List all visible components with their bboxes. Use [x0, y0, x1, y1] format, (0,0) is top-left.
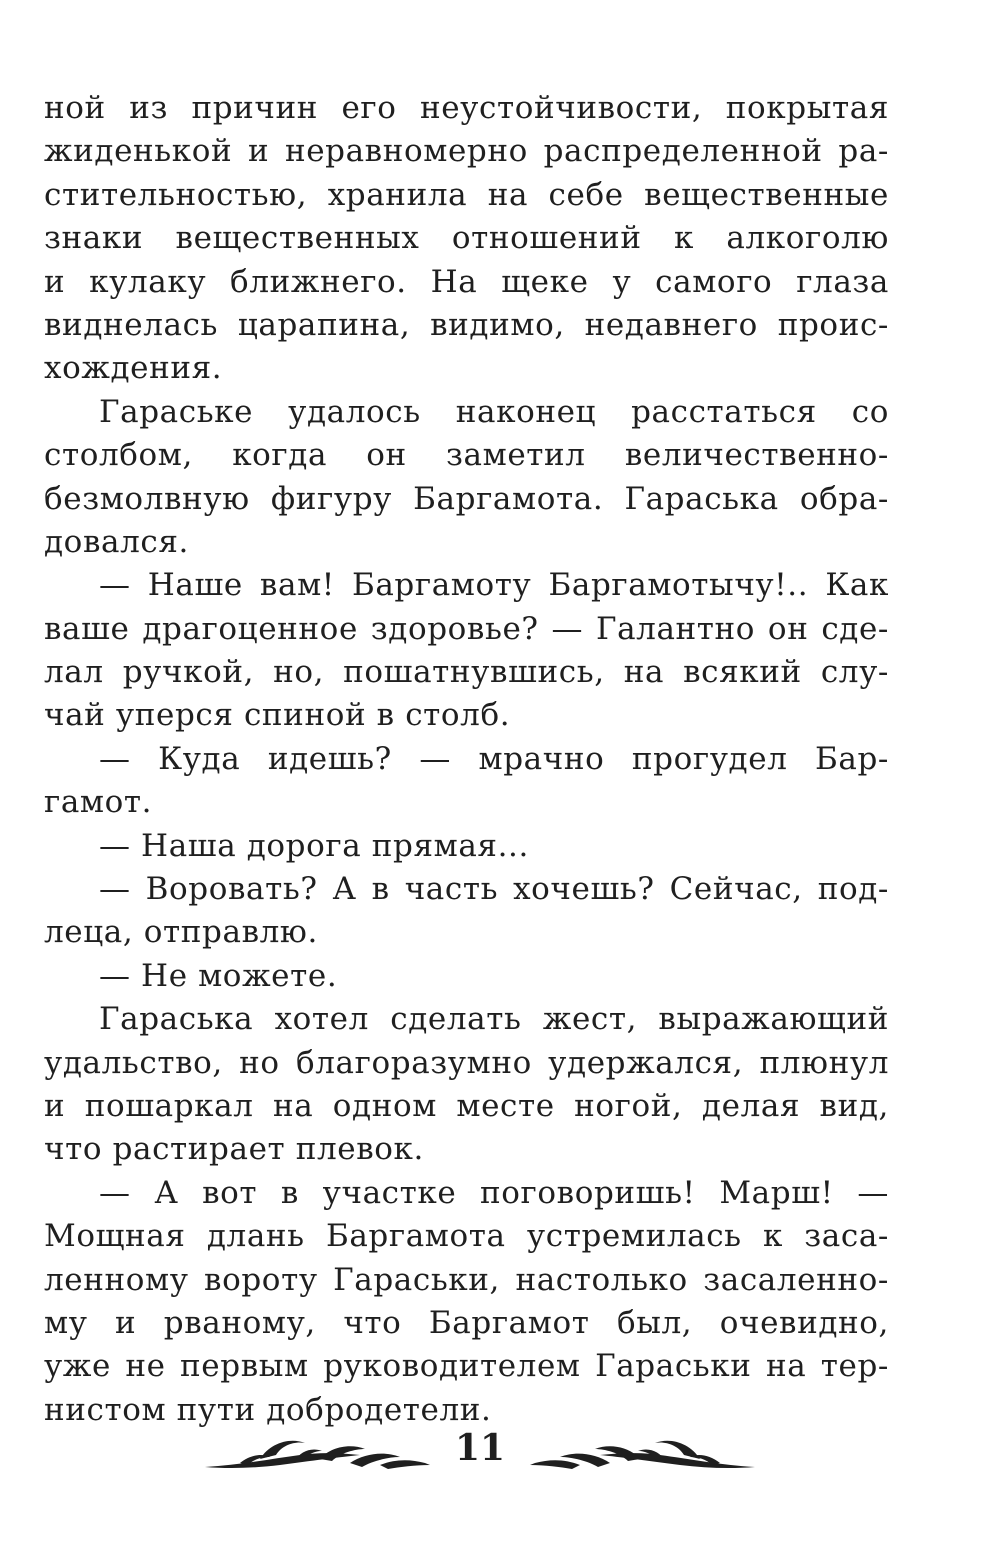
text-line: стительностью, хранила на себе вещественные	[44, 176, 889, 213]
text-line: жиденькой и неравномерно распределенной ра-	[44, 133, 889, 170]
text-line: Гараська хотел сделать жест, выражающий	[99, 1001, 889, 1038]
text-line: — Куда идешь? — мрачно прогудел Бар-	[99, 740, 889, 777]
text-line: — Наше вам! Баргамоту Баргамотычу!.. Как	[99, 567, 889, 604]
text-line: гамот.	[44, 784, 153, 821]
text-line: ной из причин его неустойчивости, покрытая	[44, 90, 889, 126]
text-line: чай уперся спиной в столб.	[44, 697, 511, 734]
text-line: уже не первым руководителем Гараськи на тер-	[44, 1348, 889, 1385]
text-line: Гараське удалось наконец расстаться со	[99, 393, 889, 430]
text-line: ленному вороту Гараськи, настолько засаленно-	[44, 1261, 889, 1298]
text-line: удальство, но благоразумно удержался, плюнул	[44, 1044, 889, 1081]
text-line: ваше драгоценное здоровье? — Галантно он сде-	[44, 610, 889, 647]
text-line: — Воровать? А в часть хочешь? Сейчас, под-	[99, 871, 889, 908]
text-line: виднелась царапина, видимо, недавнего проис-	[44, 306, 889, 343]
page-number: 11	[454, 1427, 506, 1469]
text-line: довался.	[44, 523, 189, 560]
text-line: нистом пути добродетели.	[44, 1391, 492, 1428]
text-line: что растирает плевок.	[44, 1131, 424, 1168]
text-line: знаки вещественных отношений к алкоголю	[44, 220, 889, 257]
text-line: му и рваному, что Баргамот был, очевидно,	[44, 1304, 889, 1341]
text-line: столбом, когда он заметил величественно-	[44, 437, 889, 474]
page-footer	[200, 1425, 760, 1485]
flourish-ornament-right-icon	[525, 1429, 760, 1479]
text-line: — Наша дорога прямая...	[99, 827, 529, 864]
text-line: и пошаркал на одном месте ногой, делая вид,	[44, 1087, 889, 1124]
flourish-ornament-left-icon	[200, 1429, 435, 1479]
body-text	[44, 87, 889, 1432]
text-line: безмолвную фигуру Баргамота. Гараська обра-	[44, 480, 889, 517]
text-line: — Не можете.	[99, 957, 338, 994]
text-line: лал ручкой, но, пошатнувшись, на всякий слу-	[44, 654, 889, 691]
text-line: хождения.	[44, 350, 223, 387]
text-line: и кулаку ближнего. На щеке у самого глаза	[44, 263, 889, 300]
text-line: леца, отправлю.	[44, 914, 318, 951]
text-line: Мощная длань Баргамота устремилась к заса-	[44, 1218, 889, 1255]
text-line: — А вот в участке поговоришь! Марш! —	[99, 1174, 889, 1211]
